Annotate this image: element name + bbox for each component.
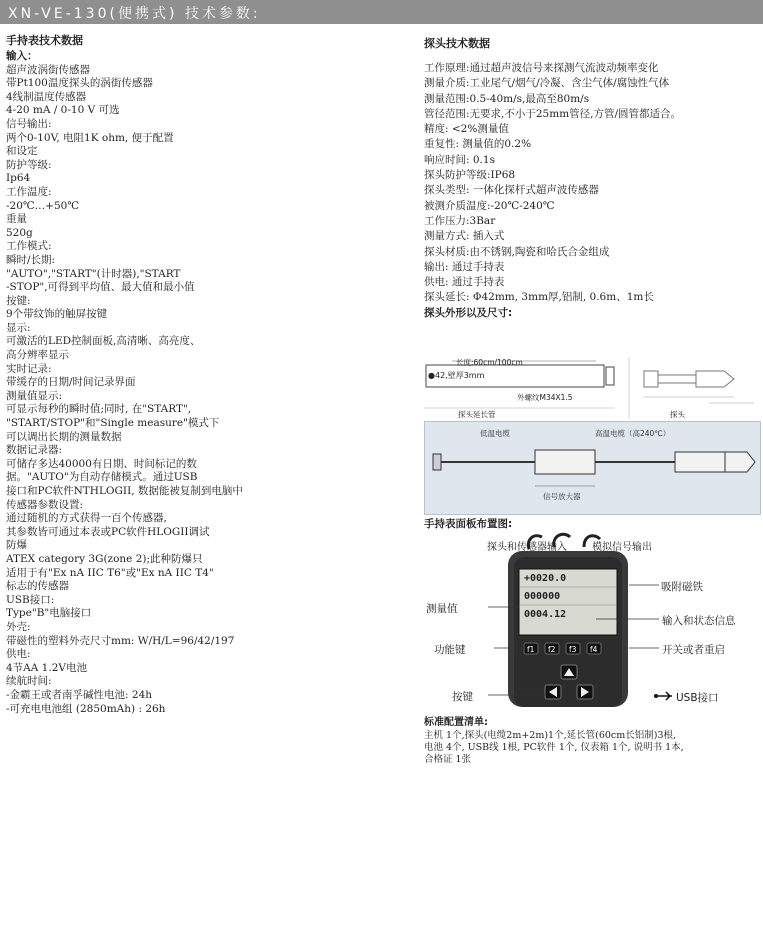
handheld-spec-line: 按键: xyxy=(6,294,31,307)
probe-spec-line: 工作原理:通过超声波信号来探测气流波动频率变化 xyxy=(424,62,659,74)
handheld-spec-line: 续航时间: xyxy=(6,675,52,688)
handheld-spec-line: 可显示每秒的瞬时值;同时, 在"START", xyxy=(6,403,192,416)
screen-value-3: 0004.12 xyxy=(524,609,567,620)
handheld-spec-line: 其参数皆可通过本表或PC软件HLOGII调试 xyxy=(6,525,210,538)
handheld-spec-line: -可充电电池组 (2850mAh) : 26h xyxy=(6,702,166,715)
power-restart-label: 开关或者重启 xyxy=(662,644,725,656)
standard-config-section xyxy=(424,716,762,766)
probe-spec-title: 探头技术数据 xyxy=(424,37,490,50)
probe-spec-line: 探头防护等级:IP68 xyxy=(424,169,516,182)
handheld-spec-line: 520g xyxy=(6,226,33,239)
probe-caption: 探头 xyxy=(670,410,685,419)
handheld-spec-line: 标志的传感器 xyxy=(6,580,69,593)
probe-dims-title: 探头外形以及尺寸: xyxy=(424,306,513,319)
probe-spec-line: 供电: 通过手持表 xyxy=(424,276,505,289)
analog-output-label: 模拟信号输出 xyxy=(592,542,652,553)
extension-tube-caption: 探头延长管 xyxy=(458,410,496,419)
handheld-spec-line: 信号输出: xyxy=(6,117,52,130)
probe-spec-line: 管径范围:无要求,不小于25mm管径,方管/圆管都适合。 xyxy=(424,107,682,120)
handheld-spec-line: 带磁性的塑料外壳尺寸mm: W/H/L=96/42/197 xyxy=(6,634,235,647)
f2-key-label: f2 xyxy=(548,645,556,654)
handheld-spec-line: 瞬时/长期: xyxy=(6,253,56,266)
probe-spec-line: 探头材质:由不锈钢,陶瓷和哈氏合金组成 xyxy=(424,245,610,258)
low-temp-cable-label: 低温电缆 xyxy=(480,429,510,438)
thread-label: 外螺纹M34X1.5 xyxy=(517,393,573,402)
length-label: 长度:60cm/100cm xyxy=(456,358,523,367)
handheld-spec-line: 显示: xyxy=(6,321,31,334)
handheld-panel-diagram xyxy=(424,527,763,707)
probe-spec-line: 精度: <2%测量值 xyxy=(424,123,509,136)
tube-diameter-label: ●42,壁厚3mm xyxy=(428,371,485,380)
page-banner xyxy=(0,0,763,24)
handheld-spec-line: -20℃…+50℃ xyxy=(6,199,80,212)
f4-key-label: f4 xyxy=(590,645,598,654)
probe-spec-line: 测量介质:工业尾气/烟气/冷凝、含尘气体/腐蚀性气体 xyxy=(424,77,670,90)
probe-spec-line: 输出: 通过手持表 xyxy=(424,260,505,273)
handheld-spec-line: 防护等级: xyxy=(6,158,52,171)
function-key-label: 功能键 xyxy=(434,644,466,656)
handheld-spec-line: 数据记录器: xyxy=(6,444,63,457)
handheld-spec-line: 可储存多达40000有日期、时间标记的数 xyxy=(6,457,197,470)
probe-spec-line: 被测介质温度:-20℃-240℃ xyxy=(424,199,555,212)
probe-spec-line: 重复性: 测量值的0.2% xyxy=(424,138,532,151)
handheld-spec-line: 带Pt100温度探头的涡街传感器 xyxy=(6,77,153,90)
probe-spec-line: 探头延长: Φ42mm, 3mm厚,铝制, 0.6m、1m长 xyxy=(424,291,654,304)
handheld-spec-line: 超声波涡街传感器 xyxy=(6,63,90,76)
handheld-spec-line: 外壳: xyxy=(6,620,31,633)
measured-value-label: 测量值 xyxy=(426,603,458,615)
handheld-spec-line: 供电: xyxy=(6,648,31,661)
probe-spec-line: 测量方式: 插入式 xyxy=(424,230,505,243)
handheld-spec-line: 4-20 mA / 0-10 V 可选 xyxy=(6,104,120,117)
handheld-spec-line: 传感器参数设置: xyxy=(6,498,84,511)
handheld-spec-line: 可激活的LED控制面板,高清晰、高亮度、 xyxy=(6,335,201,348)
probe-spec-line: 测量范围:0.5-40m/s,最高至80m/s xyxy=(424,92,590,105)
handheld-spec-line: 输入： xyxy=(6,50,38,62)
handheld-spec-line: 4线制温度传感器 xyxy=(6,90,87,103)
input-status-label: 输入和状态信息 xyxy=(662,615,736,627)
amplifier-label: 信号放大器 xyxy=(543,492,581,501)
standard-config-line: 合格证 1张 xyxy=(424,754,472,765)
handheld-spec-line: 和设定 xyxy=(6,145,38,158)
f3-key-label: f3 xyxy=(569,645,577,654)
banner-title: XN-VE-130(便携式) 技术参数: xyxy=(8,6,261,22)
standard-config-line: 电池 4个, USB线 1根, PC软件 1个, 仪表箱 1个, 说明书 1本, xyxy=(424,742,684,753)
handheld-spec-line: 据。"AUTO"为自动存储模式。通过USB xyxy=(6,471,198,484)
handheld-spec-line: 工作温度: xyxy=(6,185,52,198)
handheld-spec-line: "START/STOP"和"Single measure"模式下 xyxy=(6,417,220,430)
magnet-label: 吸附磁铁 xyxy=(661,581,703,593)
handheld-spec-line: 接口和PC软件NTHLOGII, 数据能被复制到电脑中 xyxy=(6,485,243,497)
handheld-spec-line: 两个0-10V, 电阻1K ohm, 便于配置 xyxy=(6,131,174,144)
probe-input-label: 探头和传感器输入 xyxy=(487,542,567,553)
standard-config-line: 主机 1个,探头(电缆2m+2m)1个,延长管(60cm长铝制)3根, xyxy=(424,730,677,741)
handheld-spec-line: 实时记录: xyxy=(6,362,52,375)
handheld-spec-line: 适用于有"Ex nA IIC T6"或"Ex nA IIC T4" xyxy=(6,566,214,579)
handheld-spec-line: 可以调出长期的测量数据 xyxy=(6,430,122,443)
usb-label: USB接口 xyxy=(676,692,719,704)
handheld-spec-line: 测量值显示: xyxy=(6,389,63,402)
cable-amplifier-drawing xyxy=(424,421,761,515)
cable-drawing-svg xyxy=(425,422,760,514)
screen-value-1: +0020.0 xyxy=(524,573,567,584)
handheld-spec-line: 高分辨率显示 xyxy=(6,349,69,362)
handheld-spec-line: -STOP",可得到平均值、最大值和最小值 xyxy=(6,281,195,294)
handheld-spec-column xyxy=(6,32,346,716)
handheld-spec-line: USB接口: xyxy=(6,593,55,606)
f1-key-label: f1 xyxy=(527,645,535,654)
handheld-spec-line: "AUTO","START"(计时器),"START xyxy=(6,267,181,280)
probe-spec-line: 响应时间: 0.1s xyxy=(424,153,495,166)
handheld-spec-line: 防爆 xyxy=(6,539,27,552)
screen-value-2: 000000 xyxy=(524,591,561,602)
handheld-spec-line: -金霸王或者南孚碱性电池: 24h xyxy=(6,688,153,701)
high-temp-cable-label: 高温电缆（高240℃） xyxy=(595,429,671,438)
probe-spec-line: 探头类型: 一体化探杆式超声波传感器 xyxy=(424,184,599,197)
probe-spec-line: 工作压力:3Bar xyxy=(424,214,496,227)
handheld-spec-line: 4节AA 1.2V电池 xyxy=(6,661,87,674)
handheld-spec-title: 手持表技术数据 xyxy=(6,34,83,47)
standard-config-title: 标准配置清单: xyxy=(424,717,488,728)
handheld-spec-line: 工作模式: xyxy=(6,240,52,253)
handheld-spec-list xyxy=(6,50,346,716)
probe-dimension-drawing xyxy=(424,357,759,419)
probe-spec-list xyxy=(424,61,759,306)
handheld-spec-line: Type"B"电脑接口 xyxy=(6,607,92,620)
panel-layout-title: 手持表面板布置图: xyxy=(424,518,513,530)
handheld-spec-line: 9个带纹饰的触屏按键 xyxy=(6,308,108,321)
handheld-spec-line: 通过随机的方式获得一百个传感器, xyxy=(6,512,167,525)
handheld-spec-line: 重量 xyxy=(6,213,27,226)
handheld-spec-line: ATEX category 3G(zone 2);此种防爆只 xyxy=(6,552,203,565)
handheld-spec-line: 带缓存的日期/时间记录界面 xyxy=(6,376,136,389)
probe-spec-column xyxy=(424,36,759,320)
keys-label: 按键 xyxy=(452,691,473,703)
handheld-spec-line: Ip64 xyxy=(6,172,31,185)
